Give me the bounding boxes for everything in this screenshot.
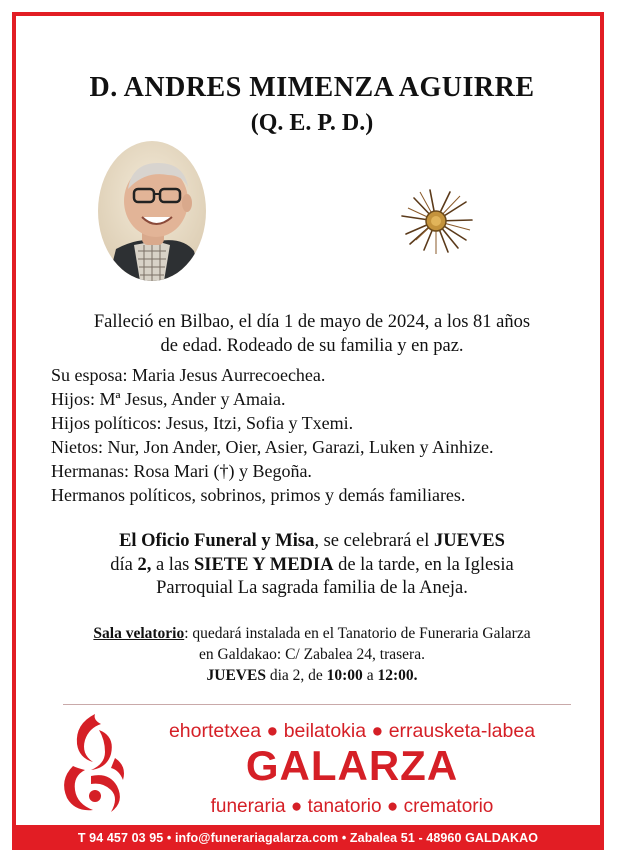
death-notice-paragraph bbox=[40, 310, 584, 358]
wake-day: JUEVES bbox=[206, 667, 266, 684]
wake-label: Sala velatorio bbox=[93, 625, 185, 642]
brand-tagline-spanish: funeraria ● tanatorio ● crematorio bbox=[210, 796, 494, 817]
brand-name: GALARZA bbox=[245, 742, 459, 789]
funeral-day: JUEVES bbox=[433, 531, 505, 551]
thistle-icon bbox=[396, 186, 476, 256]
wake-line-2: en Galdakao: C/ Zabalea 24, trasera. bbox=[199, 646, 425, 663]
funeral-line-2 bbox=[30, 554, 594, 578]
lead-line: Falleció en Bilbao, el día 1 de mayo de 2024, a los 81 años bbox=[93, 312, 531, 332]
family-line-sisters: Hermanas: Rosa Mari (†) y Begoña. bbox=[51, 461, 312, 481]
funeral-text: día bbox=[110, 554, 138, 575]
funeral-title: El Oficio Funeral y Misa bbox=[119, 531, 315, 551]
qepd-text: (Q. E. P. D.) bbox=[250, 110, 374, 136]
family-line-grandchildren: Nietos: Nur, Jon Ander, Oier, Asier, Garazi, Luken y Ainhize. bbox=[51, 437, 494, 457]
wake-text: dia 2, de bbox=[265, 667, 327, 684]
family-line-children: Hijos: Mª Jesus, Ander y Amaia. bbox=[51, 389, 286, 409]
funeral-announcement bbox=[30, 530, 594, 601]
funeral-line-3: Parroquial La sagrada familia de la Aneja. bbox=[156, 578, 468, 598]
funeral-time: SIETE Y MEDIA bbox=[193, 554, 334, 575]
wake-start-time: 10:00 bbox=[326, 667, 363, 684]
portrait-photo bbox=[98, 141, 206, 281]
galarza-logo-icon bbox=[55, 710, 133, 816]
brand-tagline-basque: ehortetxea ● beilatokia ● errausketa-labea bbox=[168, 720, 536, 742]
deceased-name: D. ANDRES MIMENZA AGUIRRE bbox=[89, 72, 535, 103]
funeral-text: de la tarde, en la Iglesia bbox=[333, 554, 514, 575]
wake-line-3 bbox=[30, 665, 594, 686]
wake-text: : quedará instalada en el Tanatorio de Funeraria Galarza bbox=[184, 625, 531, 642]
funeral-text: , se celebrará el bbox=[314, 531, 434, 551]
wake-line-1 bbox=[30, 623, 594, 644]
family-line-others: Hermanos políticos, sobrinos, primos y demás familiares. bbox=[51, 485, 466, 505]
lead-line: de edad. Rodeado de su familia y en paz. bbox=[160, 336, 464, 356]
funeral-line-1 bbox=[30, 530, 594, 554]
family-list bbox=[51, 363, 494, 507]
funeral-date: 2, bbox=[137, 554, 152, 575]
family-line-in-laws: Hijos políticos: Jesus, Itzi, Sofia y Txemi. bbox=[51, 413, 354, 433]
divider bbox=[63, 704, 571, 705]
wake-text: a bbox=[362, 667, 378, 684]
wake-end-time: 12:00. bbox=[377, 667, 418, 684]
wake-info bbox=[30, 623, 594, 686]
contact-footer: T 94 457 03 95 • info@funerariagalarza.com • Zabalea 51 - 48960 GALDAKAO bbox=[12, 825, 604, 850]
funeral-text: a las bbox=[151, 554, 194, 575]
family-line-spouse: Su esposa: Maria Jesus Aurrecoechea. bbox=[51, 365, 326, 385]
